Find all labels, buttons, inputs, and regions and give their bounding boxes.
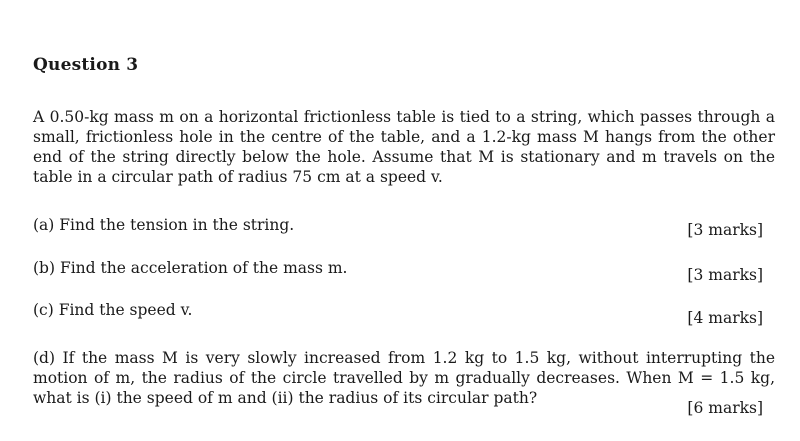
part-b-text: (b) Find the acceleration of the mass m. xyxy=(33,259,348,277)
part-c-text: (c) Find the speed v. xyxy=(33,301,193,319)
part-c-marks: [4 marks] xyxy=(687,309,763,327)
question-part-d xyxy=(33,348,775,417)
part-a-text: (a) Find the tension in the string. xyxy=(33,216,295,234)
part-d-text: (d) If the mass M is very slowly increased from 1.2 kg to 1.5 kg, without interrupting the motion of m, the radius of the circle travelled by m gradually decreases. When M = 1.5 kg, what is (i) the speed of m and (ii) the radius of its circular path? xyxy=(33,349,775,407)
question-part-a xyxy=(33,215,775,239)
part-d-marks: [6 marks] xyxy=(687,399,763,417)
part-b-marks: [3 marks] xyxy=(687,266,763,284)
question-intro: A 0.50-kg mass m on a horizontal frictionless table is tied to a string, which passes through a small, frictionless hole in the centre of the table, and a 1.2-kg mass M hangs from the other end of the string directly below the hole. Assume that M is stationary and m travels on the table in a circular path of radius 75 cm at a speed v. xyxy=(33,108,775,186)
question-part-b xyxy=(33,258,775,284)
question-title: Question 3 xyxy=(33,55,139,75)
part-a-marks: [3 marks] xyxy=(687,221,763,239)
question-part-c xyxy=(33,300,775,327)
